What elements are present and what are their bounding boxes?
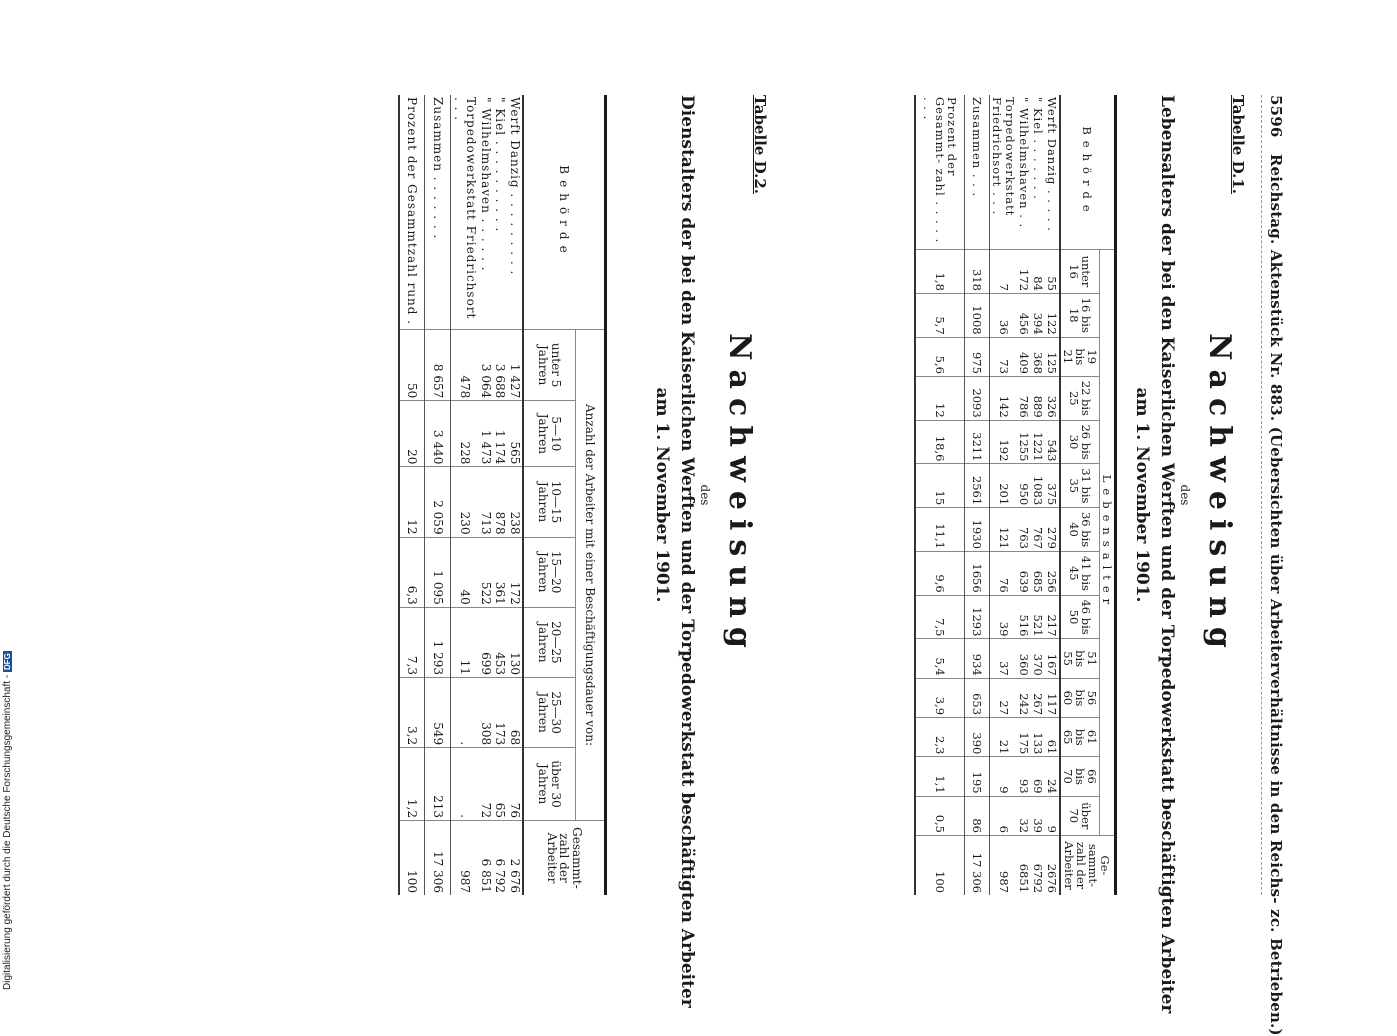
table-d1-des: des	[1178, 484, 1192, 506]
table-d2-group-header: Anzahl der Arbeiter mit einer Beschäftigungsdauer von:	[575, 330, 605, 821]
d1-cell: 86	[965, 796, 990, 835]
d1-cell: 2,3	[915, 718, 965, 757]
d1-cell: 73	[990, 337, 1017, 376]
dur-col-header: 20—25 Jahren	[523, 607, 575, 677]
d1-cell: 217	[1045, 595, 1060, 639]
d1-cell: 1656	[965, 551, 990, 595]
d2-cell: 3 064	[478, 330, 493, 401]
age-col-header: 22 bis 25	[1060, 376, 1100, 420]
d1-cell: 685	[1031, 551, 1045, 595]
d2-cell: 11	[451, 607, 479, 677]
d1-cell: 394	[1031, 293, 1045, 337]
d1-cell: 934	[965, 639, 990, 678]
table-d2-title-line2: am 1. November 1901.	[652, 387, 672, 603]
d1-cell: 1221	[1031, 420, 1045, 464]
d1-cell: 1293	[965, 595, 990, 639]
d1-cell: 368	[1031, 337, 1045, 376]
d1-row-total: 2676	[1045, 836, 1060, 896]
d2-row-label: " Kiel . . . . . . . . . .	[493, 97, 508, 233]
d1-cell: 2093	[965, 376, 990, 420]
d2-data-row	[478, 95, 493, 895]
d1-cell: 767	[1031, 508, 1045, 552]
d1-cell: 1,1	[915, 757, 965, 796]
table-d1-body	[915, 95, 1060, 895]
d2-cell: 213	[425, 748, 451, 821]
age-col-header: 16 bis 18	[1060, 293, 1100, 337]
d1-cell: 39	[990, 595, 1017, 639]
d1-cell: 84	[1031, 250, 1045, 294]
d1-cell: 7	[990, 250, 1017, 294]
d1-cell: 122	[1045, 293, 1060, 337]
d2-cell: 6,3	[399, 537, 425, 607]
dur-col-header: 25—30 Jahren	[523, 677, 575, 747]
d1-cell: 11,1	[915, 508, 965, 552]
d1-cell: 975	[965, 337, 990, 376]
d1-cell: 409	[1017, 337, 1031, 376]
credit-text: Digitalisierung gefördert durch die Deutsche Forschungsgemeinschaft -	[2, 674, 13, 990]
d1-sum-row	[965, 95, 990, 895]
d1-cell: 39	[1031, 796, 1045, 835]
d2-row-total: 987	[451, 821, 479, 896]
d2-cell: .	[451, 748, 479, 821]
d1-cell: 167	[1045, 639, 1060, 678]
d2-cell: 40	[451, 537, 479, 607]
d2-cell: 172	[507, 537, 523, 607]
d1-row-total: 17 306	[965, 836, 990, 896]
d1-row-label: " Wilhelmshaven . .	[1016, 97, 1031, 229]
age-col-header: 41 bis 45	[1060, 551, 1100, 595]
table-d2-heading: Nachweisung	[722, 333, 757, 657]
d1-row-label: " Kiel . . . . . . .	[1030, 97, 1045, 200]
digitization-credit	[2, 600, 14, 990]
d2-cell: 3 440	[425, 401, 451, 467]
d1-row-label: Torpedowerkstatt Friedrichsort . . .	[990, 95, 1017, 250]
d2-cell: 1 095	[425, 537, 451, 607]
d2-cell: 238	[507, 467, 523, 537]
d1-cell: 24	[1045, 757, 1060, 796]
d2-row-label: Werft Danzig . . . . . . . . .	[508, 97, 522, 276]
d2-cell: 8 657	[425, 330, 451, 401]
d1-cell: 175	[1017, 718, 1031, 757]
d2-row-total: 2 676	[507, 821, 523, 896]
d1-cell: 125	[1045, 337, 1060, 376]
d1-cell: 521	[1031, 595, 1045, 639]
d1-cell: 133	[1031, 718, 1045, 757]
d1-cell: 76	[990, 551, 1017, 595]
d1-cell: 32	[1017, 796, 1031, 835]
table-d1-label: Tabelle D.1.	[1229, 95, 1247, 194]
d2-row-total: 6 792	[493, 821, 508, 896]
d1-cell: 21	[990, 718, 1017, 757]
d1-cell: 279	[1045, 508, 1060, 552]
d2-cell: 2 059	[425, 467, 451, 537]
d1-cell: 18,6	[915, 420, 965, 464]
d2-cell: .	[451, 677, 479, 747]
d1-cell: 1255	[1017, 420, 1031, 464]
d1-cell: 653	[965, 678, 990, 717]
table-d1-behoerde-header: Behörde	[1060, 95, 1116, 250]
d1-data-row	[1045, 95, 1060, 895]
table-d2-des: des	[698, 484, 712, 506]
d2-row-total: 100	[399, 821, 425, 896]
d2-cell: 68	[507, 677, 523, 747]
d1-cell: 61	[1045, 718, 1060, 757]
d2-cell: 12	[399, 467, 425, 537]
d1-row-label: Werft Danzig . . . . .	[1044, 97, 1059, 232]
d2-cell: 72	[478, 748, 493, 821]
d1-cell: 516	[1017, 595, 1031, 639]
d2-cell: 3,2	[399, 677, 425, 747]
d2-row-label: Zusammen . . . . . . .	[425, 95, 451, 330]
d1-cell: 763	[1017, 508, 1031, 552]
dur-col-header: 10—15 Jahren	[523, 467, 575, 537]
d2-cell: 361	[493, 537, 508, 607]
running-header	[1267, 95, 1285, 1036]
d1-cell: 0,5	[915, 796, 965, 835]
table-d1-group-header: Lebensalter	[1099, 250, 1115, 836]
d1-row-total: 987	[990, 836, 1017, 896]
d1-cell: 5,4	[915, 639, 965, 678]
d1-cell: 12	[915, 376, 965, 420]
d2-row-label: " Wilhelmshaven . . . . . .	[478, 97, 493, 272]
table-d1-title-line2: am 1. November 1901.	[1132, 387, 1152, 603]
d2-cell: 1 293	[425, 607, 451, 677]
d1-data-row	[1017, 95, 1031, 895]
d1-percent-row	[915, 95, 965, 895]
d1-cell: 93	[1017, 757, 1031, 796]
d1-cell: 117	[1045, 678, 1060, 717]
d2-data-row	[507, 95, 523, 895]
age-col-header: 26 bis 30	[1060, 420, 1100, 464]
dur-col-header: 5—10 Jahren	[523, 401, 575, 467]
d1-cell: 201	[990, 464, 1017, 508]
age-col-header: über 70	[1060, 796, 1100, 835]
table-d2-title-line1: Dienstalters der bei den Kaiserlichen Werften und der Torpedowerkstatt beschäftigten Arbeiter	[677, 95, 697, 1008]
table-d1-title-line1: Lebensalters der bei den Kaiserlichen Werften und der Torpedowerkstatt beschäftigten Arbeiter	[1157, 95, 1177, 1014]
age-col-header: unter 16	[1060, 250, 1100, 294]
d2-cell: 565	[507, 401, 523, 467]
d1-cell: 7,5	[915, 595, 965, 639]
d1-cell: 390	[965, 718, 990, 757]
d2-data-row	[451, 95, 479, 895]
d1-cell: 172	[1017, 250, 1031, 294]
d2-row-total: 6 851	[478, 821, 493, 896]
d2-cell: 230	[451, 467, 479, 537]
d1-cell: 37	[990, 639, 1017, 678]
d1-cell: 1,8	[915, 250, 965, 294]
table-d1	[914, 95, 1117, 895]
d2-cell: 699	[478, 607, 493, 677]
d1-row-label: Prozent der Gesammt- zahl . . . . . . . .	[921, 97, 960, 244]
d1-cell: 1083	[1031, 464, 1045, 508]
d2-percent-row	[399, 95, 425, 895]
d1-cell: 639	[1017, 551, 1031, 595]
d2-cell: 130	[507, 607, 523, 677]
d1-row-total: 6792	[1031, 836, 1045, 896]
d1-row-total: 100	[915, 836, 965, 896]
table-d1-heading: Nachweisung	[1202, 333, 1237, 657]
d1-cell: 786	[1017, 376, 1031, 420]
d2-cell: 1 174	[493, 401, 508, 467]
d2-cell: 173	[493, 677, 508, 747]
d1-cell: 195	[965, 757, 990, 796]
d1-cell: 36	[990, 293, 1017, 337]
table-d2-total-header: Gesammt- zahl der Arbeiter	[523, 821, 606, 896]
d2-cell: 522	[478, 537, 493, 607]
age-col-header: 19 bis 21	[1060, 337, 1100, 376]
d1-cell: 27	[990, 678, 1017, 717]
dur-col-header: über 30 Jahren	[523, 748, 575, 821]
d1-cell: 5,7	[915, 293, 965, 337]
d2-cell: 3 688	[493, 330, 508, 401]
age-col-header: 61 bis 65	[1060, 718, 1100, 757]
d2-cell: 478	[451, 330, 479, 401]
d2-cell: 50	[399, 330, 425, 401]
d1-data-row	[990, 95, 1017, 895]
dur-col-header: unter 5 Jahren	[523, 330, 575, 401]
d1-cell: 375	[1045, 464, 1060, 508]
d1-cell: 543	[1045, 420, 1060, 464]
d2-cell: 1,2	[399, 748, 425, 821]
d1-cell: 242	[1017, 678, 1031, 717]
d1-cell: 6	[990, 796, 1017, 835]
table-d2	[398, 95, 607, 895]
d1-cell: 142	[990, 376, 1017, 420]
d1-data-row	[1031, 95, 1045, 895]
age-col-header: 31 bis 35	[1060, 464, 1100, 508]
d2-cell: 1 427	[507, 330, 523, 401]
d1-cell: 1930	[965, 508, 990, 552]
table-d2-behoerde-header: Behörde	[523, 95, 606, 330]
d2-row-total: 17 306	[425, 821, 451, 896]
table-d1-total-header: Ge- sammt- zahl der Arbeiter	[1060, 836, 1116, 896]
d1-cell: 9,6	[915, 551, 965, 595]
d1-cell: 456	[1017, 293, 1031, 337]
d1-cell: 121	[990, 508, 1017, 552]
age-col-header: 36 bis 40	[1060, 508, 1100, 552]
d1-cell: 69	[1031, 757, 1045, 796]
d1-cell: 5,6	[915, 337, 965, 376]
age-col-header: 66 bis 70	[1060, 757, 1100, 796]
d1-cell: 256	[1045, 551, 1060, 595]
d1-cell: 326	[1045, 376, 1060, 420]
d2-cell: 20	[399, 401, 425, 467]
d2-cell: 453	[493, 607, 508, 677]
d2-cell: 7,3	[399, 607, 425, 677]
d1-cell: 370	[1031, 639, 1045, 678]
d1-cell: 15	[915, 464, 965, 508]
d2-row-label: Prozent der Gesammtzahl rund .	[405, 97, 420, 326]
table-d2-label: Tabelle D.2.	[751, 95, 769, 194]
d1-cell: 9	[1045, 796, 1060, 835]
d2-cell: 308	[478, 677, 493, 747]
d1-cell: 360	[1017, 639, 1031, 678]
d1-cell: 950	[1017, 464, 1031, 508]
d1-cell: 1008	[965, 293, 990, 337]
d1-cell: 55	[1045, 250, 1060, 294]
age-col-header: 56 bis 60	[1060, 678, 1100, 717]
header-rule	[1261, 95, 1262, 895]
d2-cell: 713	[478, 467, 493, 537]
d2-sum-row	[425, 95, 451, 895]
d1-cell: 267	[1031, 678, 1045, 717]
d2-row-label: Torpedowerkstatt Friedrichsort . . .	[451, 95, 479, 330]
page-number: 5596	[1267, 95, 1285, 138]
d2-data-row	[493, 95, 508, 895]
d2-cell: 878	[493, 467, 508, 537]
d1-cell: 3,9	[915, 678, 965, 717]
d1-cell: 192	[990, 420, 1017, 464]
d2-cell: 228	[451, 401, 479, 467]
d1-cell: 889	[1031, 376, 1045, 420]
d1-cell: 318	[965, 250, 990, 294]
age-col-header: 51 bis 55	[1060, 639, 1100, 678]
d2-cell: 76	[507, 748, 523, 821]
age-col-header: 46 bis 50	[1060, 595, 1100, 639]
dfg-logo: DFG	[3, 653, 12, 671]
d1-row-total: 6851	[1017, 836, 1031, 896]
d1-row-label: Zusammen . . .	[965, 95, 990, 250]
d2-cell: 65	[493, 748, 508, 821]
d2-cell: 549	[425, 677, 451, 747]
d1-cell: 3211	[965, 420, 990, 464]
dur-col-header: 15—20 Jahren	[523, 537, 575, 607]
d1-cell: 2561	[965, 464, 990, 508]
d1-cell: 9	[990, 757, 1017, 796]
running-title: Reichstag. Aktenstück Nr. 883. (Uebersichten über Arbeiterverhältnisse in den Reichs- zc. Betrieben.)	[1267, 153, 1285, 1036]
table-d2-body	[399, 95, 523, 895]
d2-cell: 1 473	[478, 401, 493, 467]
